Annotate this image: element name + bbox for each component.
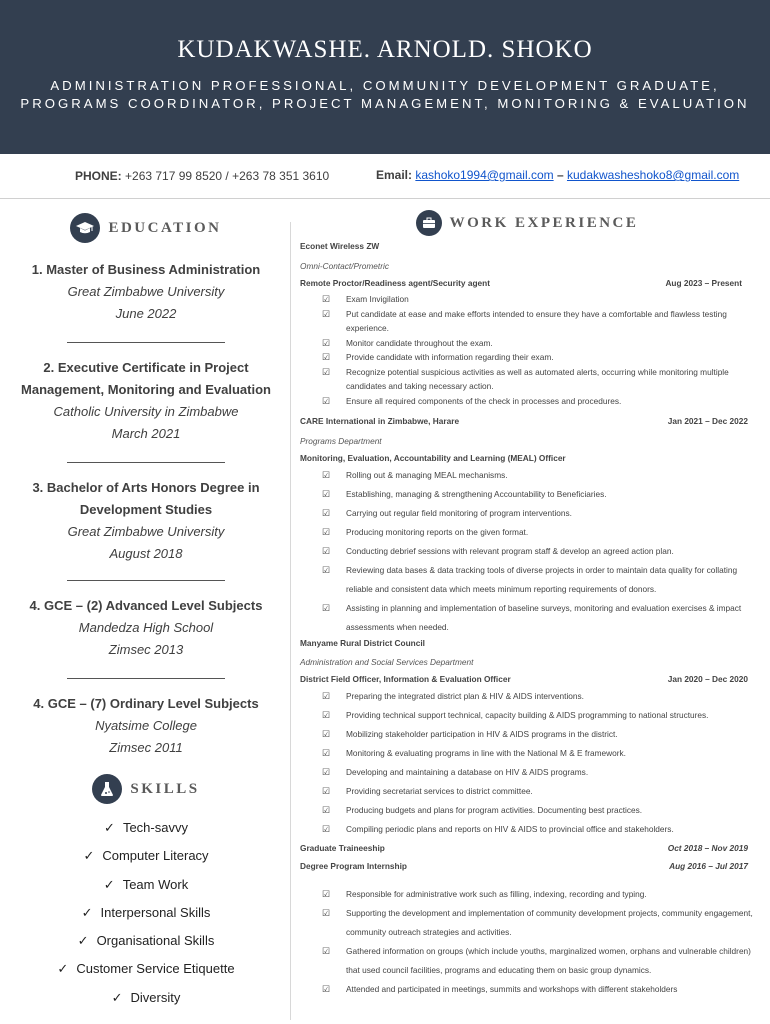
professional-tagline: ADMINISTRATION PROFESSIONAL, COMMUNITY DEVELOPMENT GRADUATE, PROGRAMS COORDINATOR, PROJECT MANAGEMENT, MONITORING & EVALUATION	[20, 78, 750, 111]
job-dates: Aug 2023 – Present	[665, 278, 742, 288]
email-label: Email:	[376, 168, 413, 182]
graduate-role: Graduate Traineeship	[300, 843, 385, 853]
education-title: EDUCATION	[108, 219, 222, 236]
education-item-title: 2. Executive Certificate in Project	[43, 360, 249, 375]
skill-label: Computer Literacy	[102, 848, 209, 864]
bullet-item	[300, 394, 762, 409]
education-item-title: 3. Bachelor of Arts Honors Degree in	[32, 480, 260, 495]
bullet-text: Supporting the development and implementation of community development projects, community engagement, community outreach strategies and activities.	[346, 908, 753, 937]
email-line	[376, 168, 739, 182]
work-heading	[292, 210, 762, 236]
education-separator	[67, 580, 225, 581]
education-item-date: Zimsec 2011	[109, 740, 183, 755]
bullet-text: Assisting in planning and implementation of baseline surveys, monitoring and evaluation exercises & impact assessments when needed.	[346, 603, 742, 632]
phone-label: PHONE:	[75, 169, 122, 183]
skills-title: SKILLS	[130, 780, 200, 797]
education-item-date: March 2021	[111, 426, 181, 441]
bullet-item	[300, 542, 762, 561]
bullet-item	[300, 466, 762, 485]
skill-item	[0, 955, 292, 983]
education-item-title: 4. GCE – (7) Ordinary Level Subjects	[33, 696, 259, 711]
graduate-dates: Oct 2018 – Nov 2019	[667, 843, 748, 853]
job-role: District Field Officer, Information & Evaluation Officer	[300, 674, 511, 684]
check-icon: ✓	[111, 989, 123, 1005]
bullet-item	[300, 885, 762, 904]
email-link-2[interactable]: kudakwasheshoko8@gmail.com	[566, 168, 740, 182]
bullet-item	[300, 561, 762, 599]
contact-bar	[0, 165, 770, 189]
graduate-row	[300, 839, 762, 859]
bullet-text: Attended and participated in meetings, summits and workshops with different stakeholders	[346, 984, 678, 994]
job-bullets	[300, 292, 762, 408]
header-banner	[0, 0, 770, 154]
bullet-item	[300, 706, 762, 725]
bullet-text: Providing secretariat services to district committee.	[346, 786, 533, 796]
bullet-text: Rolling out & managing MEAL mechanisms.	[346, 470, 508, 480]
bullet-item	[300, 782, 762, 801]
education-item-1	[0, 259, 292, 325]
skill-item	[0, 927, 292, 955]
phone-value: +263 717 99 8520 / +263 78 351 3610	[121, 169, 330, 183]
bullet-text: Responsible for administrative work such as filling, indexing, recording and typing.	[346, 889, 647, 899]
education-item-school: Mandedza High School	[78, 620, 214, 635]
skill-label: Tech-savvy	[122, 820, 188, 835]
skills-heading	[0, 774, 292, 804]
bullet-item	[300, 801, 762, 820]
check-icon: ✓	[57, 961, 69, 977]
bullet-text: Developing and maintaining a database on HIV & AIDS programs.	[346, 767, 589, 777]
bullet-item	[300, 307, 762, 336]
job-bullets	[300, 466, 762, 637]
bullet-item	[300, 980, 762, 999]
bullet-text: Monitor candidate throughout the exam.	[346, 337, 493, 348]
checkbox-icon: ☑	[322, 710, 331, 720]
bullet-text: Monitoring & evaluating programs in line with the National M & E framework.	[346, 748, 626, 758]
header-divider	[0, 198, 770, 199]
job-dept: Administration and Social Services Department	[300, 657, 474, 667]
job-role-row	[300, 673, 762, 687]
bullet-item	[300, 904, 762, 942]
bullet-text: Producing monitoring reports on the given format.	[346, 527, 529, 537]
flask-icon	[92, 774, 122, 804]
education-item-3	[0, 477, 292, 565]
bullet-text: Gathered information on groups (which include youths, marginalized women, orphans and vulnerable children) that used council facilities, programs and educating them on basic group dynamics.	[346, 946, 751, 975]
bullet-item	[300, 725, 762, 744]
checkbox-icon: ☑	[322, 729, 331, 739]
checkbox-icon: ☑	[322, 603, 331, 613]
education-heading	[0, 213, 292, 243]
job-role-row	[300, 277, 762, 292]
checkbox-icon: ☑	[322, 546, 331, 556]
bullet-item	[300, 350, 762, 365]
bullet-item	[300, 523, 762, 542]
job-dates: Jan 2020 – Dec 2020	[667, 674, 748, 684]
bullet-text: Preparing the integrated district plan & HIV & AIDS interventions.	[346, 691, 584, 701]
education-item-date: August 2018	[109, 546, 183, 561]
skill-item	[0, 842, 292, 870]
education-separator	[67, 678, 225, 679]
checkbox-icon: ☑	[322, 946, 331, 956]
email-separator: –	[553, 168, 567, 182]
graduation-cap-icon	[70, 213, 100, 243]
internship-bullets	[300, 885, 762, 999]
education-item-title-cont: Management, Monitoring and Evaluation	[21, 382, 271, 397]
education-item-title: 4. GCE – (2) Advanced Level Subjects	[29, 598, 263, 613]
job-org-row	[300, 415, 762, 434]
job-dept: Programs Department	[300, 436, 382, 446]
checkbox-icon: ☑	[322, 294, 331, 304]
bullet-text: Producing budgets and plans for program activities. Documenting best practices.	[346, 805, 643, 815]
checkbox-icon: ☑	[322, 352, 331, 362]
email-link-1[interactable]: kashoko1994@gmail.com	[415, 168, 554, 182]
education-item-title-cont: Development Studies	[79, 502, 213, 517]
skill-label: Customer Service Etiquette	[76, 961, 235, 977]
job-role: Monitoring, Evaluation, Accountability and Learning (MEAL) Officer	[300, 453, 566, 463]
bullet-text: Reviewing data bases & data tracking tools of diverse projects in order to maintain data quality for collating reliable and consistent data which meets minimum reporting requirements of donors.	[346, 565, 738, 594]
skill-item	[0, 899, 292, 927]
bullet-text: Carrying out regular field monitoring of program interventions.	[346, 508, 572, 518]
checkbox-icon: ☑	[322, 805, 331, 815]
bullet-item	[300, 942, 762, 980]
bullet-item	[300, 485, 762, 504]
check-icon: ✓	[83, 848, 95, 864]
bullet-item	[300, 599, 762, 637]
education-item-date: Zimsec 2013	[108, 642, 184, 657]
checkbox-icon: ☑	[322, 308, 331, 319]
job-dept: Omni-Contact/Prometric	[300, 261, 389, 271]
job-dates: Jan 2021 – Dec 2022	[667, 416, 748, 426]
bullet-item	[300, 744, 762, 763]
education-item-title: 1. Master of Business Administration	[31, 262, 261, 277]
bullet-text: Conducting debrief sessions with relevant program staff & develop an agreed action plan.	[346, 546, 674, 556]
education-separator	[67, 462, 225, 463]
skill-item	[0, 984, 292, 1012]
bullet-text: Establishing, managing & strengthening Accountability to Beneficiaries.	[346, 489, 607, 499]
skill-item	[0, 871, 292, 899]
education-item-school: Catholic University in Zimbabwe	[53, 404, 239, 419]
skill-label: Team Work	[122, 876, 189, 892]
internship-row	[300, 859, 762, 885]
checkbox-icon: ☑	[322, 824, 331, 834]
checkbox-icon: ☑	[322, 470, 331, 480]
bullet-item	[300, 763, 762, 782]
education-item-4	[0, 595, 292, 661]
bullet-text: Put candidate at ease and make efforts intended to ensure they have a comfortable and flawless testing experience.	[346, 308, 727, 333]
work-title: WORK EXPERIENCE	[449, 214, 639, 231]
briefcase-icon	[416, 210, 442, 236]
checkbox-icon: ☑	[322, 527, 331, 537]
skill-label: Interpersonal Skills	[100, 904, 211, 920]
education-separator	[67, 342, 225, 343]
checkbox-icon: ☑	[322, 984, 331, 994]
checkbox-icon: ☑	[322, 489, 331, 499]
bullet-text: Exam Invigilation	[346, 294, 409, 304]
education-item-date: June 2022	[115, 306, 177, 321]
bullet-text: Providing technical support technical, capacity building & AIDS programming to national structures.	[346, 710, 709, 720]
check-icon: ✓	[81, 904, 93, 920]
bullet-item	[300, 292, 762, 307]
checkbox-icon: ☑	[322, 748, 331, 758]
skill-item	[0, 814, 292, 842]
education-item-school: Nyatsime College	[95, 718, 197, 733]
check-icon: ✓	[103, 876, 115, 892]
education-item-2	[0, 357, 292, 445]
skill-label: Organisational Skills	[96, 933, 215, 949]
phone-line	[75, 169, 329, 183]
education-item-school: Great Zimbabwe University	[67, 284, 225, 299]
education-item-school: Great Zimbabwe University	[67, 524, 225, 539]
bullet-item	[300, 504, 762, 523]
bullet-item	[300, 336, 762, 351]
check-icon: ✓	[104, 820, 115, 835]
checkbox-icon: ☑	[322, 337, 331, 348]
checkbox-icon: ☑	[322, 691, 331, 701]
skills-list	[0, 814, 292, 1012]
skill-label: Diversity	[130, 989, 181, 1005]
checkbox-icon: ☑	[322, 508, 331, 518]
bullet-item	[300, 687, 762, 706]
checkbox-icon: ☑	[322, 366, 331, 377]
job-org: Manyame Rural District Council	[300, 638, 425, 648]
bullet-text: Recognize potential suspicious activities as well as automated alerts, occurring while monitoring multiple candidates and taking necessary action.	[346, 366, 729, 391]
work-experience	[300, 240, 762, 999]
bullet-item	[300, 820, 762, 839]
education-item-5	[0, 693, 292, 759]
job-bullets	[300, 687, 762, 839]
bullet-text: Ensure all required components of the check in processes and procedures.	[346, 395, 622, 406]
checkbox-icon: ☑	[322, 767, 331, 777]
job-role: Remote Proctor/Readiness agent/Security agent	[300, 278, 490, 288]
check-icon: ✓	[77, 933, 89, 949]
bullet-text: Provide candidate with information regarding their exam.	[346, 352, 554, 362]
checkbox-icon: ☑	[322, 565, 331, 575]
bullet-item	[300, 365, 762, 394]
internship-role: Degree Program Internship	[300, 861, 407, 871]
checkbox-icon: ☑	[322, 889, 331, 899]
job-org: CARE International in Zimbabwe, Harare	[300, 416, 460, 426]
candidate-name: KUDAKWASHE. ARNOLD. SHOKO	[177, 36, 593, 63]
checkbox-icon: ☑	[322, 908, 331, 918]
bullet-text: Mobilizing stakeholder participation in HIV & AIDS programs in the district.	[346, 729, 618, 739]
checkbox-icon: ☑	[322, 786, 331, 796]
internship-dates: Aug 2016 – Jul 2017	[669, 861, 748, 871]
job-org: Econet Wireless ZW	[300, 241, 380, 251]
bullet-text: Compiling periodic plans and reports on HIV & AIDS to provincial office and stakeholders.	[346, 824, 674, 834]
checkbox-icon: ☑	[322, 395, 331, 406]
